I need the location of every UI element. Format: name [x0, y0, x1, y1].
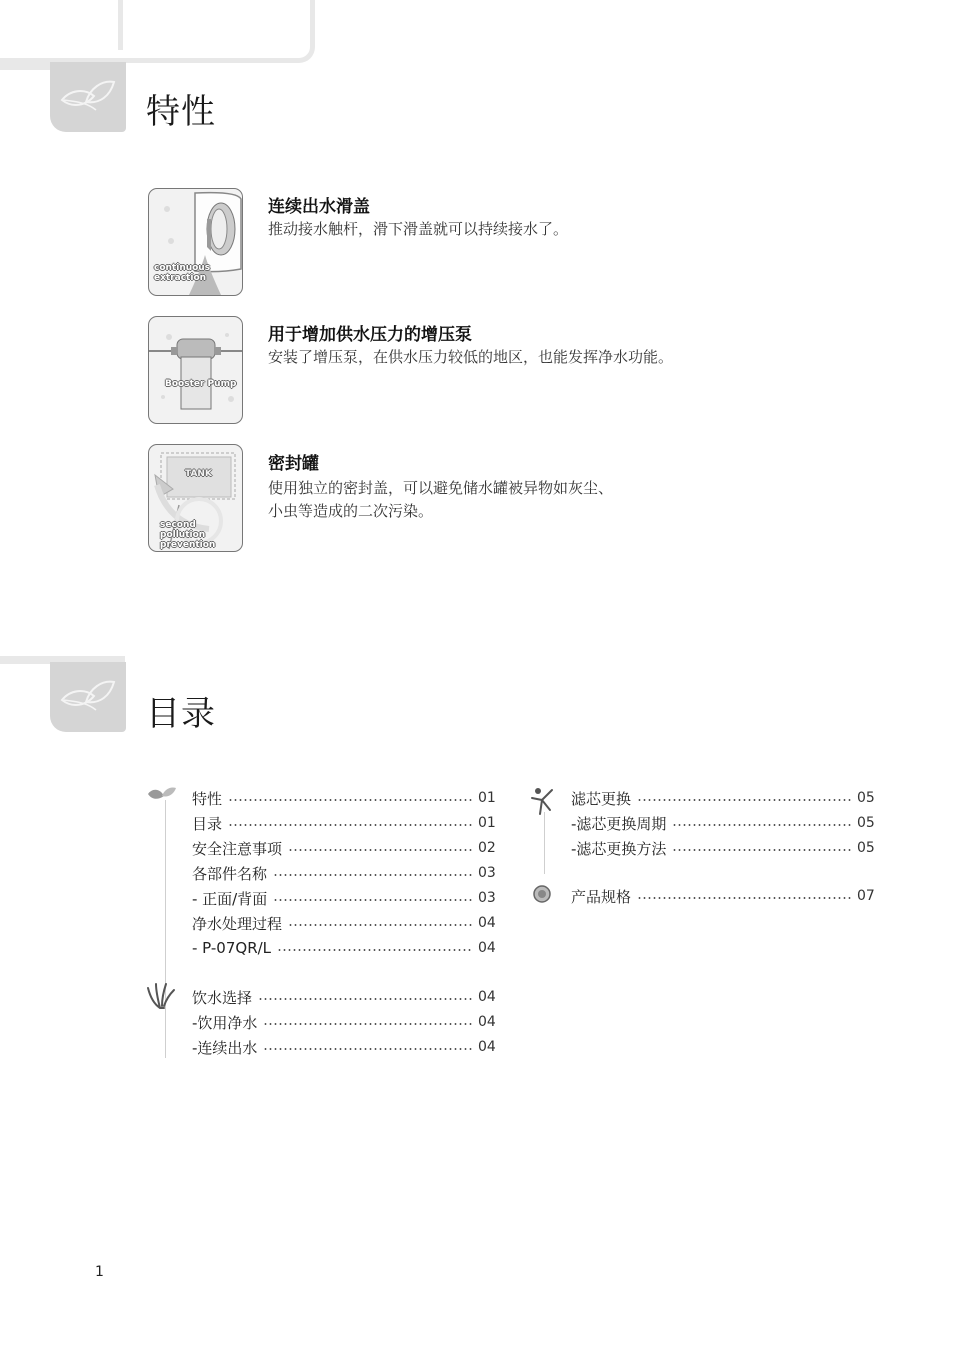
toc-leader-dots: [288, 924, 472, 926]
toc-header-tab: [50, 662, 126, 732]
toc-entry-page: 01: [478, 815, 496, 831]
features-title: 特性: [146, 92, 216, 132]
toc-entry-page: 03: [478, 890, 496, 906]
toc-entry-label: 各部件名称: [192, 864, 268, 883]
toc-leader-dots: [637, 799, 851, 801]
toc-entry-page: 01: [478, 790, 496, 806]
leaf-logo-icon: [56, 672, 120, 720]
continuous-extraction-label: continuous extraction: [154, 263, 211, 283]
toc-entry-page: 05: [857, 840, 875, 856]
toc-entry[interactable]: [192, 985, 504, 1009]
toc-entry-label: - P-07QR/L: [192, 939, 272, 957]
second-pollution-label: second pollution prevention: [160, 520, 216, 550]
toc-entry-label: -滤芯更换方法: [571, 839, 667, 858]
toc-entry-label: 安全注意事项: [192, 839, 283, 858]
booster-pump-image: [148, 316, 243, 424]
toc-entry-label: 滤芯更换: [571, 789, 632, 808]
disc-icon: [532, 884, 552, 904]
feature-3-title: 密封罐: [268, 454, 319, 474]
toc-entry-label: -饮用净水: [192, 1013, 258, 1032]
features-header-tab: [50, 62, 126, 132]
toc-entry-label: 饮水选择: [192, 988, 253, 1007]
toc-entry[interactable]: [192, 886, 504, 910]
toc-entry[interactable]: [192, 1010, 504, 1034]
toc-entry-page: 04: [478, 989, 496, 1005]
toc-entry-label: 净水处理过程: [192, 914, 283, 933]
toc-leader-dots: [263, 1048, 472, 1050]
toc-leader-dots: [258, 998, 472, 1000]
feature-1-title: 连续出水滑盖: [268, 197, 370, 217]
toc-entry-page: 04: [478, 1039, 496, 1055]
toc-entry-label: -滤芯更换周期: [571, 814, 667, 833]
toc-entry-page: 04: [478, 915, 496, 931]
figure-icon: [530, 786, 558, 816]
toc-entry[interactable]: [192, 836, 504, 860]
continuous-extraction-image: [148, 188, 243, 296]
toc-entry-page: 02: [478, 840, 496, 856]
booster-pump-label: Booster Pump: [165, 379, 237, 389]
leaf-icon: [146, 786, 178, 806]
top-corner-divider: [118, 0, 313, 50]
feature-3-desc: 使用独立的密封盖，可以避免储水罐被异物如灰尘、 小虫等造成的二次污染。: [268, 479, 614, 520]
toc-entry-page: 07: [857, 888, 875, 904]
toc-leader-dots: [273, 874, 472, 876]
toc-leader-dots: [672, 849, 851, 851]
toc-leader-dots: [228, 824, 472, 826]
toc-leader-dots: [277, 949, 472, 951]
toc-title: 目录: [146, 694, 216, 734]
toc-entry-page: 04: [478, 940, 496, 956]
toc-entry[interactable]: [192, 786, 504, 810]
toc-entry[interactable]: [192, 811, 504, 835]
toc-entry[interactable]: [571, 811, 883, 835]
toc-entry-page: 05: [857, 790, 875, 806]
toc-entry-label: 特性: [192, 789, 223, 808]
toc-entry[interactable]: [571, 786, 883, 810]
toc-entry-page: 03: [478, 865, 496, 881]
hand-icon: [146, 982, 178, 1010]
toc-leader-dots: [672, 824, 851, 826]
toc-entry[interactable]: [192, 936, 504, 960]
toc-entry[interactable]: [192, 1035, 504, 1059]
toc-leader-dots: [288, 849, 472, 851]
toc-leader-dots: [637, 897, 851, 899]
tank-label: TANK: [185, 469, 212, 479]
leaf-logo-icon: [56, 72, 120, 120]
toc-entry-page: 04: [478, 1014, 496, 1030]
toc-entry-label: -连续出水: [192, 1038, 258, 1057]
toc-leader-dots: [228, 799, 472, 801]
feature-1-desc: 推动接水触杆，滑下滑盖就可以持续接水了。: [268, 220, 569, 238]
toc-entry[interactable]: [571, 884, 883, 908]
toc-leader-dots: [273, 899, 472, 901]
toc-entry-label: - 正面/背面: [192, 889, 268, 908]
toc-entry[interactable]: [192, 911, 504, 935]
sealed-tank-image: [148, 444, 243, 552]
toc-entry[interactable]: [571, 836, 883, 860]
toc-entry-page: 05: [857, 815, 875, 831]
toc-leader-dots: [263, 1023, 472, 1025]
feature-2-title: 用于增加供水压力的增压泵: [268, 325, 472, 345]
page-number: 1: [95, 1264, 104, 1280]
toc-left-guide-line: [165, 800, 166, 1058]
toc-entry[interactable]: [192, 861, 504, 885]
toc-entry-label: 目录: [192, 814, 223, 833]
toc-right-guide-line: [544, 812, 545, 874]
feature-2-desc: 安装了增压泵，在供水压力较低的地区，也能发挥净水功能。: [268, 348, 674, 366]
toc-entry-label: 产品规格: [571, 887, 632, 906]
